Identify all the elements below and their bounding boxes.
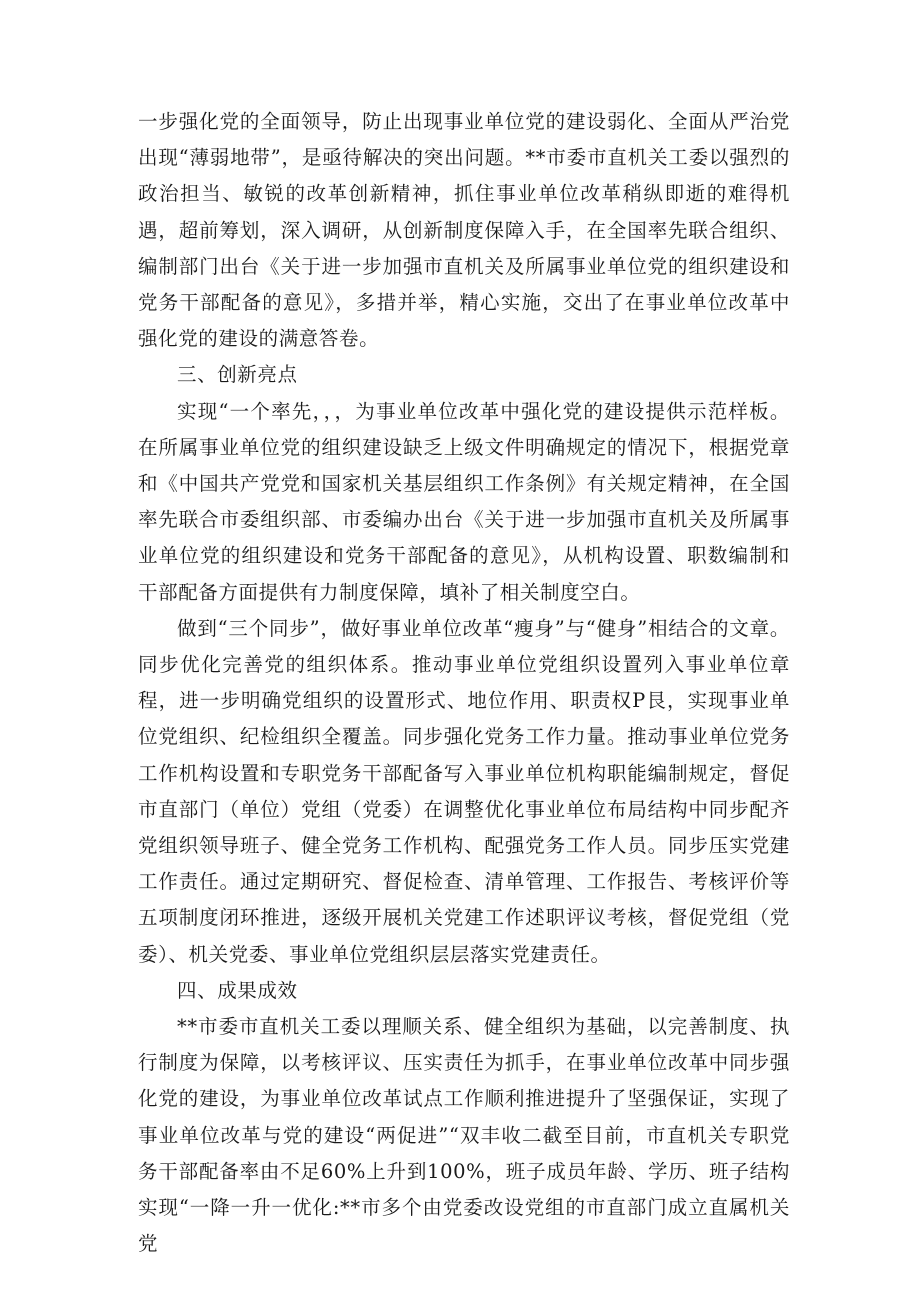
paragraph-three-synchronizations: 做到“三个同步”，做好事业单位改革“瘦身”与“健身”相结合的文章。同步优化完善党的组织体系。推动事业单位党组织设置列入事业单位章程，进一步明确党组织的设置形式、地位作用、职责权P艮，实现事业单位党组织、纪检组织全覆盖。同步强化党务工作力量。推动事业单位党务工作机构设置和专职党务干部配备写入事业单位机构职能编制规定，督促市直部门（单位）党组（党委）在调整优化事业单位布局结构中同步配齐党组织领导班子、健全党务工作机构、配强党务工作人员。同步压实党建工作责任。通过定期研究、督促检查、清单管理、工作报告、考核评价等五项制度闭环推进，逐级开展机关党建工作述职评议考核，督促党组（党委）、机关党委、事业单位党组织层层落实党建责任。 (138, 616, 790, 966)
document-body (138, 104, 790, 1263)
section-heading-innovation-highlights: 三、创新亮点 (177, 363, 298, 387)
section-heading-results: 四、成果成效 (177, 978, 298, 1002)
paragraph-one-first: 实现“一个率先，，，为事业单位改革中强化党的建设提供示范样板。在所属事业单位党的组织建设缺乏上级文件明确规定的情况下，根据党章和《中国共产党党和国家机关基层组织工作条例》有关规定精神，在全国率先联合市委组织部、市委编办出台《关于进一步加强市直机关及所属事业单位党的组织建设和党务干部配备的意见》，从机构设置、职数编制和干部配备方面提供有力制度保障，填补了相关制度空白。 (138, 399, 790, 604)
paragraph-intro-continuation: 一步强化党的全面领导，防止出现事业单位党的建设弱化、全面从严治党出现“薄弱地带”，是亟待解决的突出问题。**市委市直机关工委以强烈的政治担当、敏锐的改革创新精神，抓住事业单位改革稍纵即逝的难得机遇，超前筹划，深入调研，从创新制度保障入手，在全国率先联合组织、编制部门出台《关于进一步加强市直机关及所属事业单位党的组织建设和党务干部配备的意见》，多措并举，精心实施，交出了在事业单位改革中强化党的建设的满意答卷。 (138, 110, 790, 351)
paragraph-results: **市委市直机关工委以理顺关系、健全组织为基础，以完善制度、执行制度为保障，以考核评议、压实责任为抓手，在事业单位改革中同步强化党的建设，为事业单位改革试点工作顺利推进提升了坚强保证，实现了事业单位改革与党的建设“两促进”“双丰收二截至目前，市直机关专职党务干部配备率由不足60%上升到100%，班子成员年龄、学历、班子结构实现“一降一升一优化:**市多个由党委改设党组的市直部门成立直属机关党 (138, 1015, 790, 1256)
